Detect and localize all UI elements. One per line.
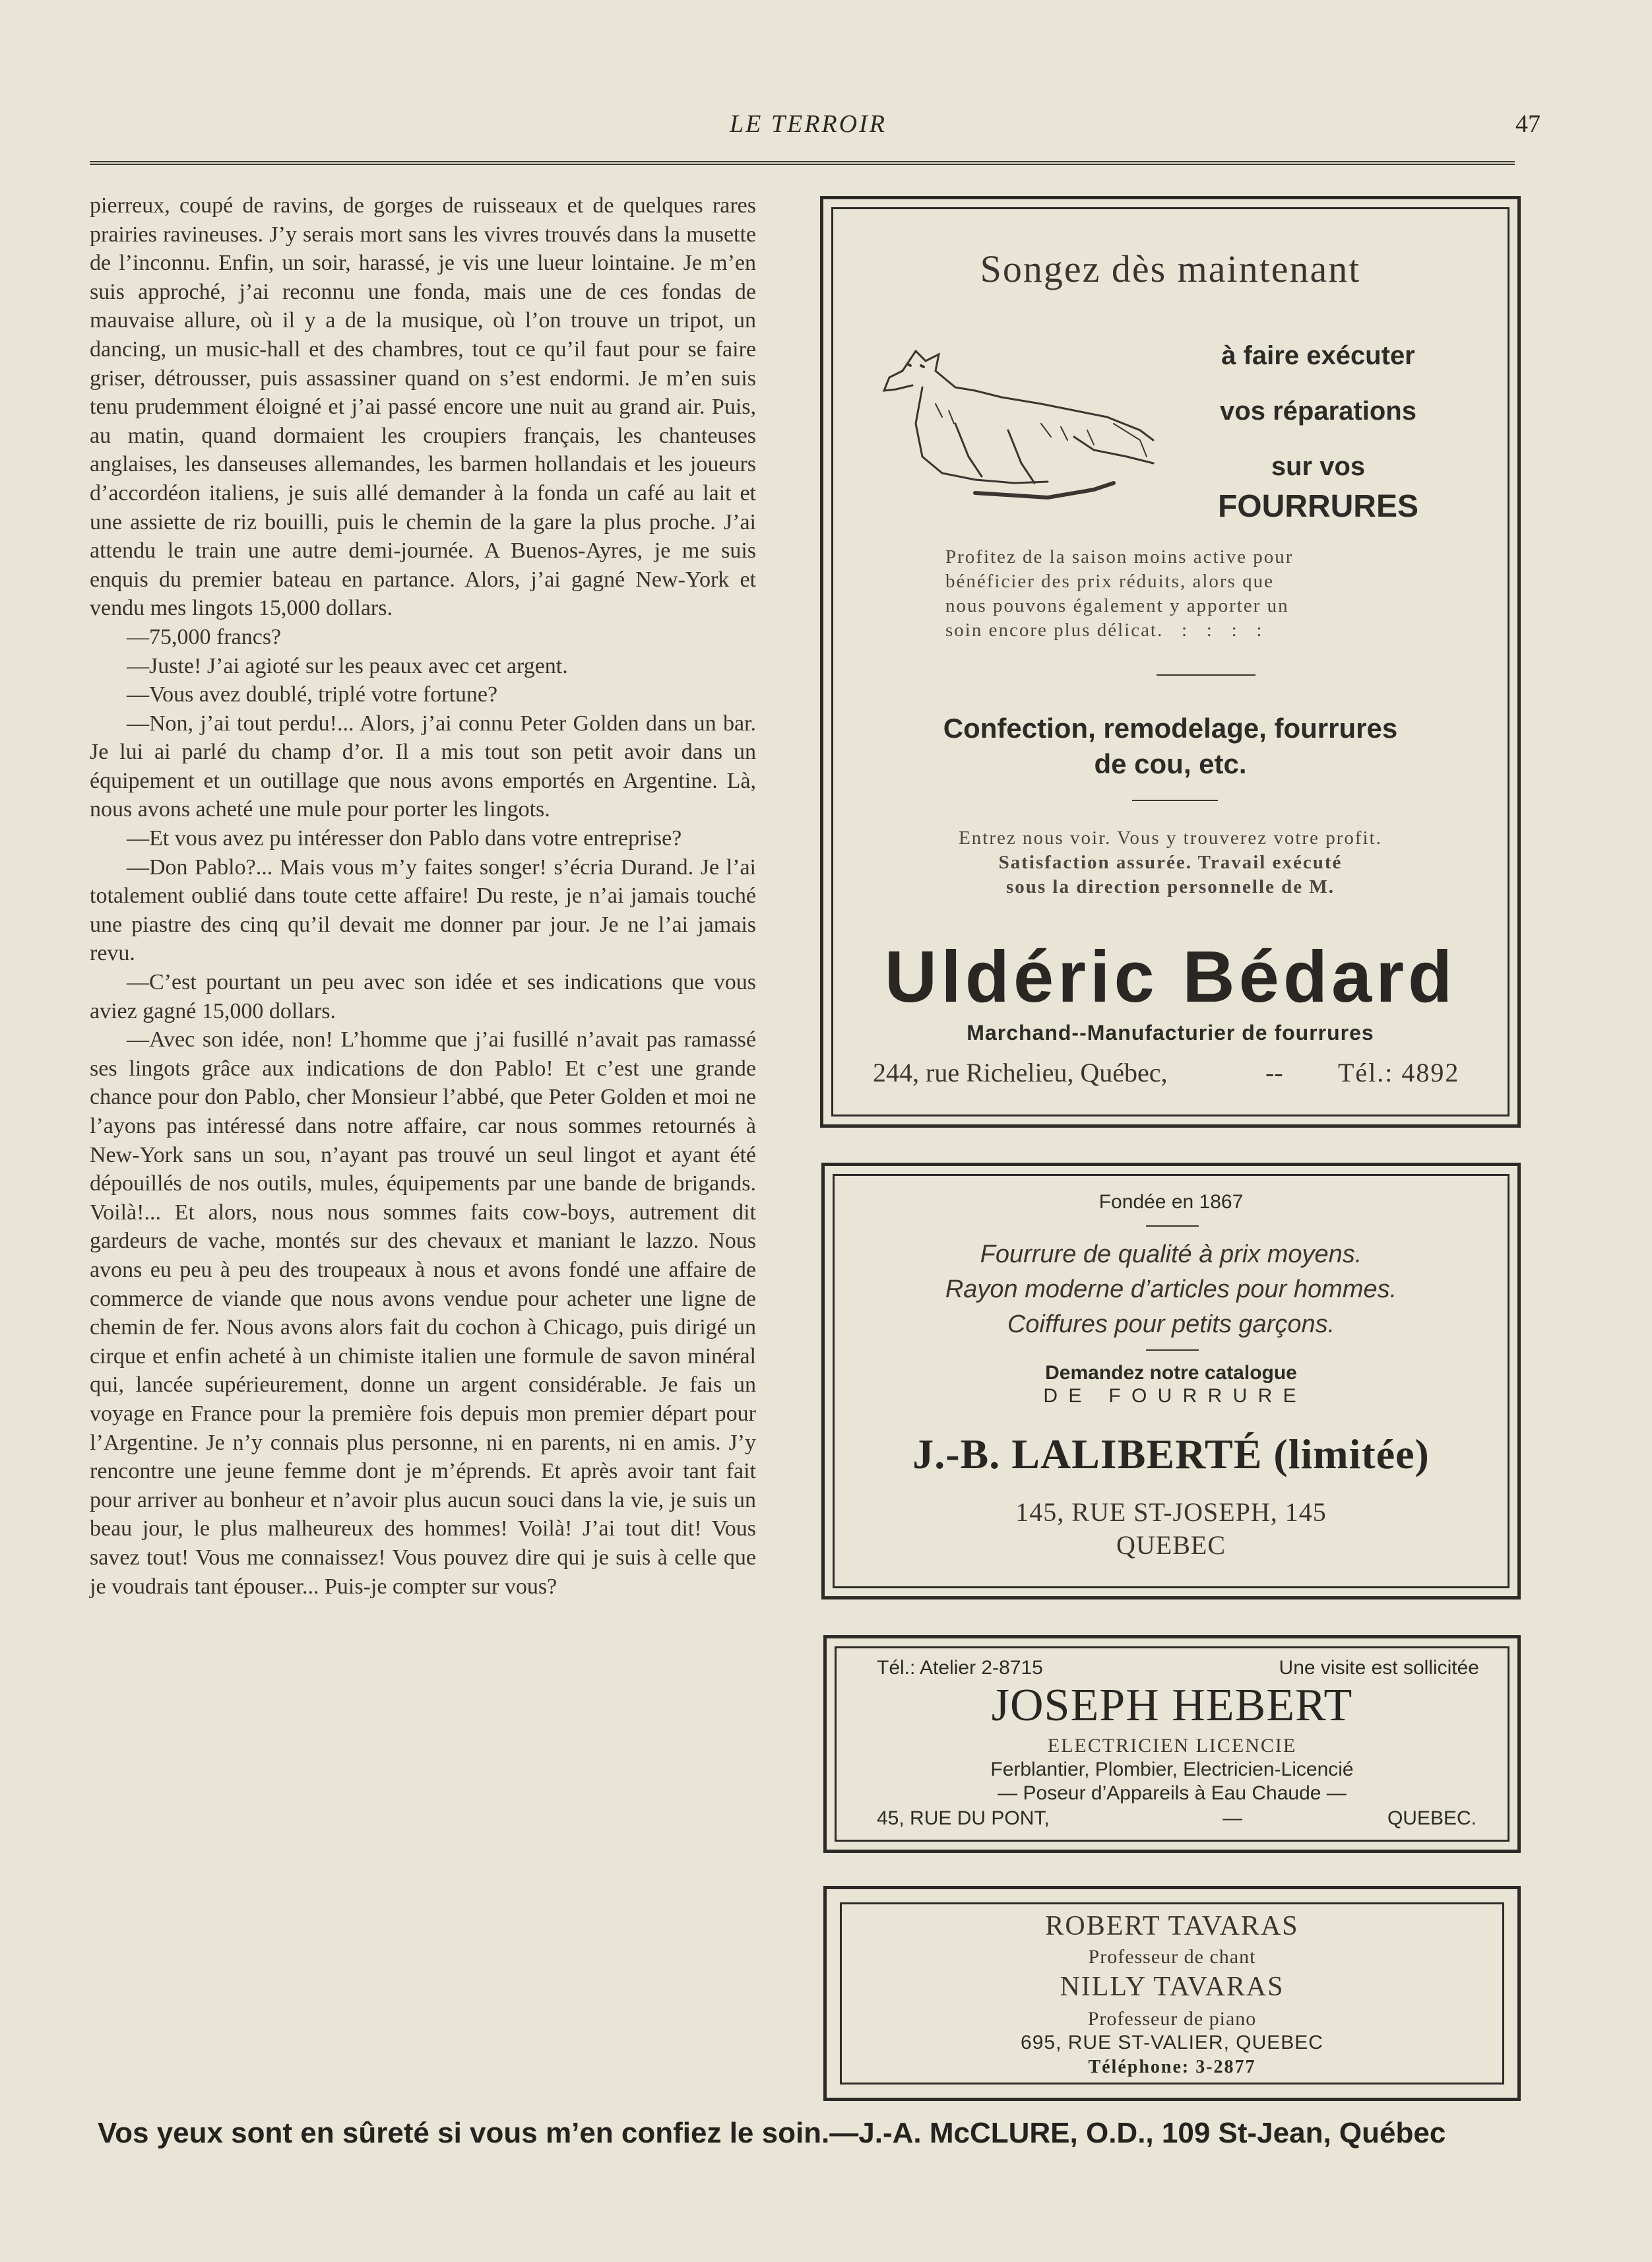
ad-laliberte-address-1: 145, RUE ST-JOSEPH, 145 — [1015, 1497, 1327, 1527]
ad-bedard-blurb-1: Profitez de la saison moins active pour — [945, 546, 1294, 567]
story-paragraph: —Don Pablo?... Mais vous m’y faites songer! s’écria Durand. Je l’ai totalement oublié dans toute cette affaire! Du reste, je n’ai jamais touché une piastre des cinq qu’il devait me donner par jour. Je ne l’ai jamais revu. — [90, 855, 756, 966]
ad-bedard-trade: Marchand--Manufacturier de fourrures — [967, 1021, 1374, 1045]
ad-tavaras-phone: Téléphone: 3-2877 — [1088, 2057, 1256, 2077]
story-paragraph: —Juste! J’ai agioté sur les peaux avec cet argent. — [127, 653, 568, 678]
ad-tavaras-name-2: NILLY TAVARAS — [1060, 1972, 1285, 2002]
ad-laliberte-catalogue-2: D E F O U R R U R E — [1043, 1385, 1299, 1407]
ad-laliberte-divider-1 — [1146, 1225, 1199, 1227]
ad-laliberte — [821, 1163, 1521, 1600]
running-title: LE TERROIR — [730, 110, 887, 138]
ad-laliberte-catalogue-1: Demandez notre catalogue — [1045, 1362, 1297, 1384]
ad-bedard-address: 244, rue Richelieu, Québec, — [873, 1058, 1168, 1087]
ad-bedard-invite-1: Entrez nous voir. Vous y trouverez votre profit. — [959, 827, 1382, 849]
ad-hebert-phone: Tél.: Atelier 2-8715 — [877, 1657, 1043, 1679]
ad-bedard-divider-2 — [1132, 800, 1218, 801]
ad-laliberte-divider-2 — [1146, 1349, 1199, 1351]
ad-laliberte-address-2: QUEBEC — [1116, 1530, 1226, 1560]
ad-bedard — [820, 196, 1521, 1128]
ad-bedard-headline: Songez dès maintenant — [980, 247, 1361, 290]
ad-tavaras-role-2: Professeur de piano — [1087, 2008, 1257, 2030]
page-number: 47 — [1515, 110, 1541, 138]
ad-bedard-services-1: Confection, remodelage, fourrures — [943, 713, 1398, 744]
ad-bedard-furs: FOURRURES — [1217, 489, 1418, 524]
ad-bedard-phone: Tél.: 4892 — [1338, 1058, 1460, 1087]
story-paragraph: pierreux, coupé de ravins, de gorges de ruisseaux et de quelques rares prairies ravineuses. J’y serais mort sans les vivres trouvés dans la musette de l’inconnu. Enfin, un soir, harassé, je vis une lueur lointaine. Je m’en suis approché, j’ai reconnu une fonda, mais une de ces fondas de mauvaise allure, où il y a de la musique, où l’on trouve un tripot, un dancing, un music-hall et des chambres, tout ce qu’il faut pour se faire griser, détrousser, puis assassiner quand on s’est endormi. Je m’en suis tenu prudemment éloigné et j’ai passé encore une nuit au grand air. Puis, au matin, quand dormaient les croupiers français, les chanteuses anglaises, les danseuses allemandes, les barmen hollandais et les joueurs d’accordéon italiens, je suis allé demander à la fonda un café au lait et une assiette de riz bouilli, puis le chemin de la gare la plus proche. J’ai attendu le train une autre demi-journée. A Buenos-Ayres, je me suis enquis du premier bateau en partance. Alors, j’ai gagné New-York et vendu mes lingots 15,000 dollars. — [90, 193, 756, 621]
ad-laliberte-name: J.-B. LALIBERTÉ (limitée) — [912, 1431, 1430, 1477]
footer-advertisement: Vos yeux sont en sûreté si vous m’en confiez le soin.—J.-A. McCLURE, O.D., 109 St-Jean, Québec — [98, 2117, 1446, 2149]
ad-laliberte-tagline-2: Rayon moderne d’articles pour hommes. — [945, 1276, 1397, 1303]
ad-laliberte-tagline-1: Fourrure de qualité à prix moyens. — [980, 1241, 1362, 1268]
ad-hebert — [823, 1635, 1521, 1853]
ad-hebert-specialty: — Poseur d’Appareils à Eau Chaude — — [998, 1782, 1347, 1804]
ad-tavaras — [823, 1886, 1521, 2101]
ad-hebert-city: QUEBEC. — [1387, 1807, 1477, 1829]
ad-tavaras-address: 695, RUE ST-VALIER, QUEBEC — [1021, 2032, 1323, 2053]
ad-bedard-blurb-4: soin encore plus délicat. : : : : — [945, 620, 1263, 641]
header-rule — [90, 161, 1515, 165]
ad-hebert-name: JOSEPH HEBERT — [991, 1680, 1353, 1731]
ad-bedard-blurb-3: nous pouvons également y apporter un — [945, 595, 1289, 616]
ad-hebert-trades: Ferblantier, Plombier, Electricien-Licencié — [990, 1759, 1354, 1780]
ad-bedard-services-2: de cou, etc. — [1094, 748, 1247, 779]
fox-illustration — [876, 325, 1160, 503]
ad-bedard-invite-3: sous la direction personnelle de M. — [1005, 876, 1335, 897]
ad-tavaras-role-1: Professeur de chant — [1088, 1946, 1256, 1968]
ad-hebert-visit: Une visite est sollicitée — [1279, 1657, 1479, 1679]
ad-hebert-address: 45, RUE DU PONT, — [877, 1807, 1050, 1829]
ad-bedard-divider-1 — [1157, 674, 1255, 676]
ad-laliberte-founded: Fondée en 1867 — [1098, 1191, 1244, 1213]
ad-bedard-invite-2: Satisfaction assurée. Travail exécuté — [998, 852, 1343, 873]
story-paragraph: —Vous avez doublé, triplé votre fortune? — [127, 682, 498, 707]
ad-bedard-line-3: sur vos — [1271, 452, 1366, 481]
ad-bedard-line-2: vos réparations — [1220, 397, 1416, 426]
ad-bedard-blurb-2: bénéficier des prix réduits, alors que — [945, 571, 1274, 592]
ad-bedard-line-1: à faire exécuter — [1221, 341, 1415, 370]
story-paragraph: —Non, j’ai tout perdu!... Alors, j’ai connu Peter Golden dans un bar. Je lui ai parlé du champ d’or. Il a mis tout son petit avoir dans un équipement et un outillage que nous avons emportés en Argentine. Là, nous avons acheté une mule pour porter les lingots. — [90, 711, 756, 822]
ad-tavaras-name-1: ROBERT TAVARAS — [1045, 1911, 1299, 1941]
story-paragraph: —Et vous avez pu intéresser don Pablo dans votre entreprise? — [127, 826, 682, 851]
ad-bedard-name: Uldéric Bédard — [884, 936, 1457, 1018]
story-paragraph: —75,000 francs? — [127, 624, 282, 649]
ad-hebert-dash: — — [1223, 1807, 1242, 1829]
story-column — [90, 191, 756, 1601]
ad-hebert-title: ELECTRICIEN LICENCIE — [1047, 1735, 1297, 1757]
story-paragraph: —C’est pourtant un peu avec son idée et ses indications que vous aviez gagné 15,000 dollars. — [90, 970, 756, 1023]
story-paragraph: —Avec son idée, non! L’homme que j’ai fusillé n’avait pas ramassé ses lingots grâce aux indications de don Pablo! Et c’est une grande chance pour don Pablo, cher Monsieur l’abbé, que Peter Golden et moi ne l’ayons pas intéressé dans notre affaire, car nous sommes retournés à New-York sans un sou, n’ayant pas trouvé un seul lingot et ayant été dépouillés de nos outils, mules, équipements par une bande de brigands. Voilà!... Et alors, nous nous sommes faits cow-boys, autrement dit gardeurs de vache, montés sur des chevaux et maniant le lazzo. Nous avons eu peu à peu des troupeaux à nous et avons fondé une affaire de commerce de viande que nous avons vendue pour acheter une ligne de chemin de fer. Nous avons alors fait du cochon à Chicago, puis dirigé un cirque et enfin acheté à un chimiste italien une formule de savon minéral qui, lancée supérieurement, donne un argent considérable. Je fais un voyage en France pour la première fois depuis mon premier départ pour l’Argentine. Je n’y connais plus personne, ni en parents, ni en amis. J’y rencontre une jeune femme dont je m’éprends. Et après avoir tant fait pour arriver au bonheur et n’avoir plus aucun souci dans la vie, je suis un beau jour, le plus malheureux des hommes! Voilà! J’ai tout dit! Vous savez tout! Vous me connaissez! Vous pouvez dire qui je suis à celle que je voudrais tant épouser... Puis-je compter sur vous? — [90, 1027, 756, 1599]
ad-laliberte-tagline-3: Coiffures pour petits garçons. — [1007, 1310, 1335, 1338]
ad-bedard-dash: -- — [1265, 1058, 1283, 1087]
